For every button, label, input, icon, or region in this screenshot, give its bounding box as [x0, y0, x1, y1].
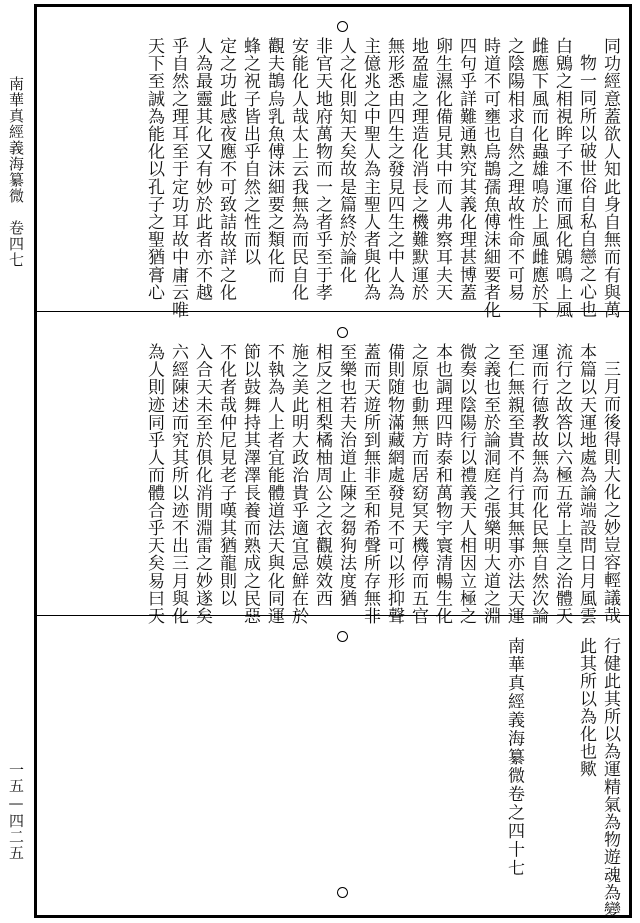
text-column: 為人則迹同乎人而體合乎天矣易曰天: [144, 343, 164, 625]
text-column: 同功經意蓋欲人知此身自無而有與萬: [600, 37, 620, 319]
text-column: 三月而後得則大化之妙豈容輕議哉: [600, 360, 620, 624]
page-frame: [34, 4, 632, 918]
text-column: 定之功此感夜應不可致詰故詳之化: [216, 37, 236, 301]
panel-middle: [37, 313, 629, 625]
text-column: 白鶂之相視眸子不運而風化鶂鳴上風: [552, 37, 572, 319]
text-column: 流行之故答以六極五常上皇之治體天: [552, 343, 572, 625]
text-column: 行健此其所以為運精氣為物遊魂為變: [600, 637, 620, 919]
binding-hole-marker: [337, 327, 348, 338]
text-column: 時道不可壅也烏鵲孺魚傅沫細要者化: [480, 37, 500, 319]
text-columns: [502, 637, 621, 919]
text-column: 運而行德教故無為而化民無自然次論: [528, 343, 548, 625]
text-column: 蓋而天遊所到無非至和希聲所存無非: [360, 343, 380, 625]
text-column: 雌應下風而化蟲雄鳴於上風雌應於下: [528, 37, 548, 319]
text-column: 人之化則知天矣故是篇終於論化: [336, 37, 356, 284]
page-number: 一五—四二五: [7, 762, 25, 861]
margin-column: [0, 0, 34, 923]
text-column: 安能化人哉太上云我無為而民自化: [288, 37, 308, 301]
panel-lower: [37, 617, 629, 919]
text-column: 不執為人上者宜能體道法天與化同運: [264, 343, 284, 625]
text-columns: [142, 343, 621, 625]
text-column: 非官天地府萬物而一之者乎至于孝: [312, 37, 332, 301]
text-column: 無形悉由四生之發見四生之中人為: [384, 37, 404, 301]
text-column: 此其所以為化也歟: [576, 637, 596, 778]
text-column: 四句乎詳難通熟究其義化理甚博蓋: [456, 37, 476, 301]
text-column: 卵生濕化備見其中而人弗察耳夫天: [432, 37, 452, 301]
text-column: 微奏以陰陽行以禮義天人相因立極之: [456, 343, 476, 625]
text-column: 本篇以天運地處為論端設問日月風雲: [576, 343, 596, 625]
text-column: 之原也動無方而居窈冥天機停而五官: [408, 343, 428, 625]
text-column: 乎自然之理耳至于定功耳故中庸云唯: [168, 37, 188, 319]
text-column: 之義也至於論洞庭之張樂明大道之淵: [480, 343, 500, 625]
text-column: 備則随物滿藏網處發見不可以形抑聲: [384, 343, 404, 625]
panel-upper: [37, 7, 629, 319]
text-column: 之陰陽相求自然之理故性命不可易: [504, 37, 524, 301]
book-title: 南華真經義海纂微 卷四七: [7, 76, 25, 268]
volume-end-title: 南華真經義海纂微卷之四十七: [504, 637, 524, 878]
text-column: 不化者哉仲尼見老子嘆其猶龍則以: [216, 343, 236, 607]
text-column: 六經陳述而究其所以迹不出三月與化: [168, 343, 188, 625]
text-column: 至樂也若夫治道止陳之芻狗法度猶: [336, 343, 356, 607]
text-column: 相反之柤梨橘柚周公之衣觀嫫效西: [312, 343, 332, 607]
text-columns: [142, 37, 621, 319]
text-column: 至仁無親至貴不肖行其無事亦法天運: [504, 343, 524, 625]
text-column: 蜂之祝子皆出乎自然之性而以: [240, 37, 260, 266]
text-column: 本也調理四時泰和萬物宇寰清暢生化: [432, 343, 452, 625]
text-column: 施之美此明大政治貴乎適宜忌鮮在於: [288, 343, 308, 625]
text-column: 節以鼓舞持其澤澤長養而熟成之民惡: [240, 343, 260, 625]
text-column: [550, 637, 573, 919]
text-column: 觀夫鵲烏乳魚傅沫細要之類化而: [264, 37, 284, 284]
text-column: 主億兆之中聖人為主聖人者與化為: [360, 37, 380, 301]
text-column: 天下至誠為能化以孔子之聖猶膏心: [144, 37, 164, 301]
text-column: 物一同所以破世俗自私自戀之心也: [576, 54, 596, 318]
text-column: [526, 637, 549, 919]
panel-divider: [37, 615, 629, 616]
panel-divider: [37, 311, 629, 312]
binding-hole-marker: [337, 631, 348, 642]
binding-hole-marker: [337, 21, 348, 32]
binding-hole-marker: [337, 887, 348, 898]
text-column: 人為最靈其化又有妙於此者亦不越: [192, 37, 212, 301]
text-column: 入合天未至於俱化消閒淵雷之妙遂矣: [192, 343, 212, 625]
text-column: 地盈虛之理造化消長之機難默運於: [408, 37, 428, 301]
